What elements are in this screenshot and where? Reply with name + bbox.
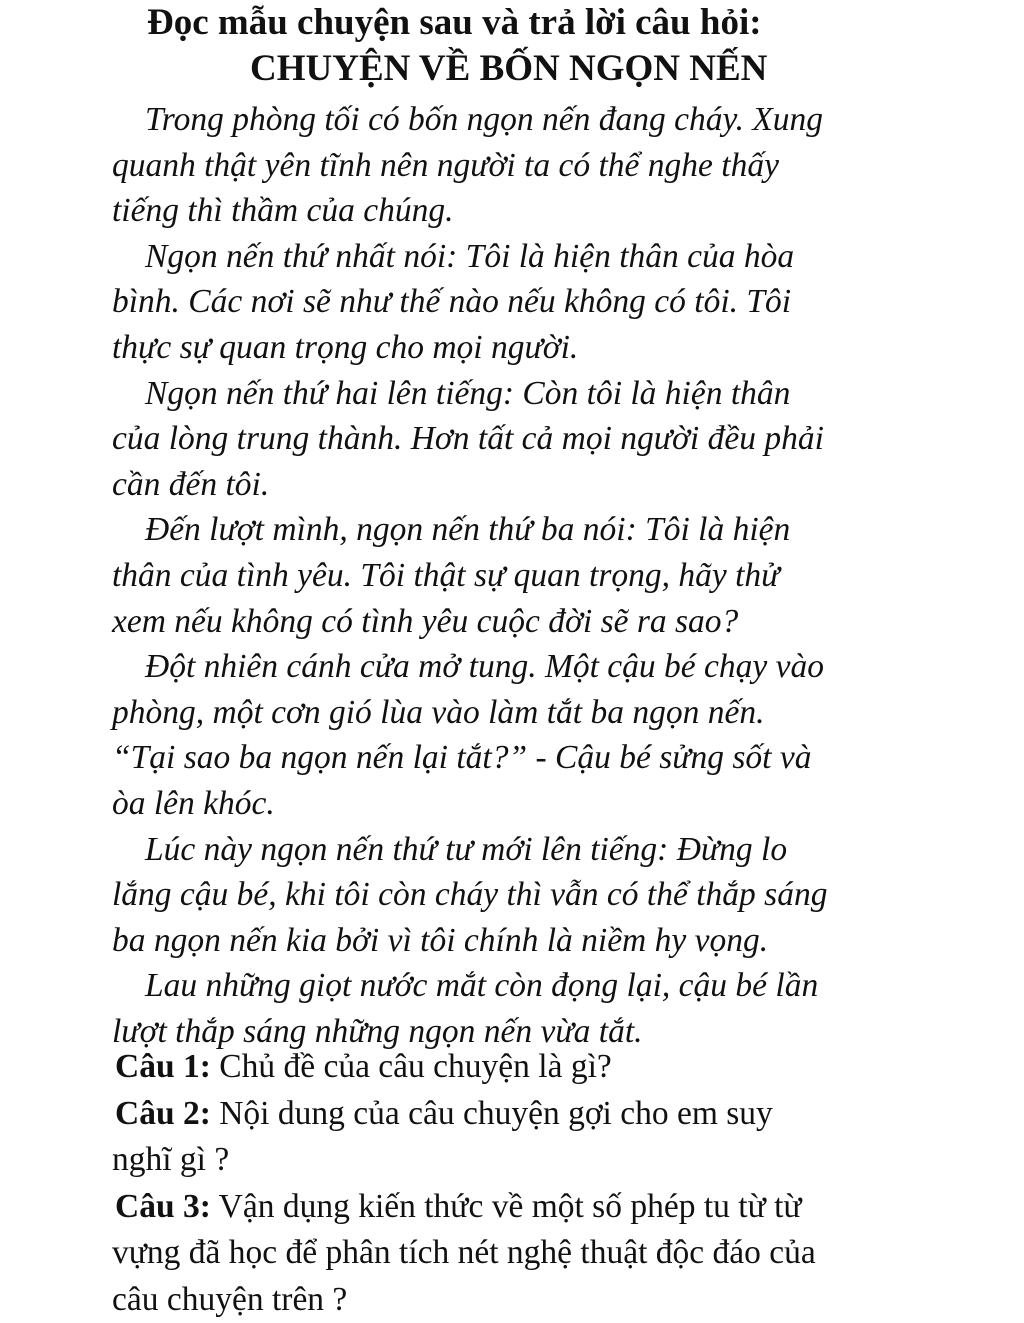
story-line: lượt thắp sáng những ngọn nến vừa tắt.: [112, 1009, 972, 1055]
question-3: [112, 1184, 972, 1323]
question-text: vựng đã học để phân tích nét nghệ thuật độc đáo của: [112, 1230, 972, 1277]
story-paragraph: [112, 644, 972, 826]
story-paragraph: [112, 827, 972, 964]
story-body: [112, 97, 972, 1054]
story-line: quanh thật yên tĩnh nên người ta có thể nghe thấy: [112, 143, 972, 189]
story-line: tiếng thì thầm của chúng.: [112, 188, 972, 234]
story-line: Ngọn nến thứ hai lên tiếng: Còn tôi là hiện thân: [112, 371, 972, 417]
question-text: nghĩ gì ?: [112, 1137, 972, 1184]
question-text: câu chuyện trên ?: [112, 1277, 972, 1323]
story-title: CHUYỆN VỀ BỐN NGỌN NẾN: [250, 46, 767, 92]
question-text: Vận dụng kiến thức về một số phép tu từ từ: [211, 1188, 802, 1225]
story-line: òa lên khóc.: [112, 781, 972, 827]
story-paragraph: [112, 963, 972, 1054]
story-line: Ngọn nến thứ nhất nói: Tôi là hiện thân của hòa: [112, 234, 972, 280]
question-text: Chủ đề của câu chuyện là gì?: [211, 1048, 612, 1085]
question-text: Nội dung của câu chuyện gợi cho em suy: [211, 1095, 773, 1132]
question-label: Câu 3:: [115, 1188, 211, 1225]
story-line: thân của tình yêu. Tôi thật sự quan trọng, hãy thử: [112, 553, 972, 599]
question-list: [112, 1044, 972, 1323]
story-line: ba ngọn nến kia bởi vì tôi chính là niềm hy vọng.: [112, 918, 972, 964]
story-line: “Tại sao ba ngọn nến lại tắt?” - Cậu bé sửng sốt và: [112, 735, 972, 781]
story-line: Trong phòng tối có bốn ngọn nến đang cháy. Xung: [112, 97, 972, 143]
story-line: thực sự quan trọng cho mọi người.: [112, 325, 972, 371]
instruction-heading: Đọc mẫu chuyện sau và trả lời câu hỏi:: [147, 0, 762, 46]
question-label: Câu 2:: [115, 1095, 211, 1132]
story-line: phòng, một cơn gió lùa vào làm tắt ba ngọn nến.: [112, 690, 972, 736]
question-1: [112, 1044, 972, 1091]
story-line: xem nếu không có tình yêu cuộc đời sẽ ra sao?: [112, 599, 972, 645]
story-line: của lòng trung thành. Hơn tất cả mọi người đều phải: [112, 416, 972, 462]
question-label: Câu 1:: [115, 1048, 211, 1085]
story-line: cần đến tôi.: [112, 462, 972, 508]
story-line: Lúc này ngọn nến thứ tư mới lên tiếng: Đừng lo: [112, 827, 972, 873]
question-2: [112, 1091, 972, 1184]
story-line: bình. Các nơi sẽ như thế nào nếu không có tôi. Tôi: [112, 279, 972, 325]
story-paragraph: [112, 234, 972, 371]
story-line: Đến lượt mình, ngọn nến thứ ba nói: Tôi là hiện: [112, 507, 972, 553]
story-line: Lau những giọt nước mắt còn đọng lại, cậu bé lần: [112, 963, 972, 1009]
story-paragraph: [112, 371, 972, 508]
story-paragraph: [112, 507, 972, 644]
story-paragraph: [112, 97, 972, 234]
story-line: lắng cậu bé, khi tôi còn cháy thì vẫn có thể thắp sáng: [112, 872, 972, 918]
story-line: Đột nhiên cánh cửa mở tung. Một cậu bé chạy vào: [112, 644, 972, 690]
